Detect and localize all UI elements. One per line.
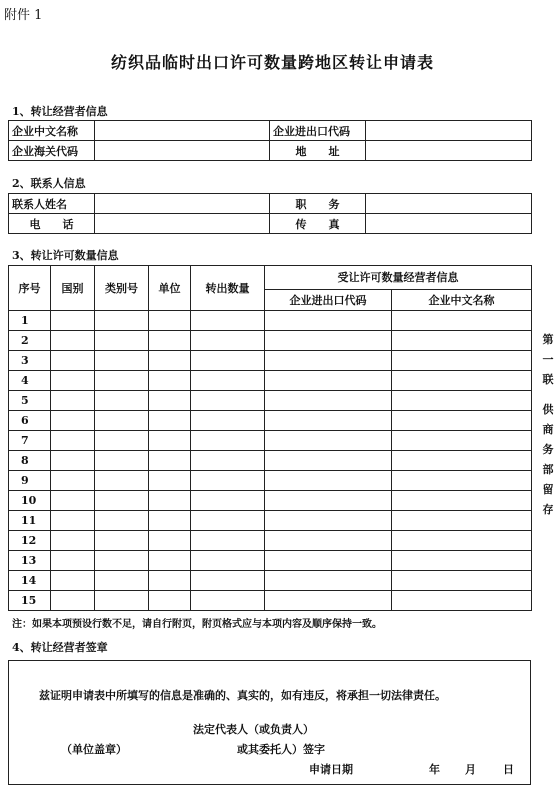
row-seq-number: 2	[9, 331, 51, 351]
year-label: 年	[429, 763, 440, 776]
cell-receiver-io-code[interactable]	[265, 531, 392, 551]
attachment-label: 附件 1	[4, 8, 43, 23]
cell-quantity[interactable]	[191, 331, 265, 351]
table-row	[9, 411, 532, 431]
cell-receiver-io-code[interactable]	[265, 371, 392, 391]
cell-unit[interactable]	[149, 411, 191, 431]
cell-country[interactable]	[51, 591, 95, 611]
cell-category[interactable]	[95, 411, 149, 431]
row-seq-number: 15	[9, 591, 51, 611]
table-row	[9, 551, 532, 571]
cell-receiver-io-code[interactable]	[265, 351, 392, 371]
col-receiver-group-header: 受让许可数量经营者信息	[265, 266, 532, 290]
contact-name-label: 联系人姓名	[9, 194, 95, 214]
table-row	[9, 371, 532, 391]
io-code-field[interactable]	[366, 121, 532, 141]
cell-unit[interactable]	[149, 391, 191, 411]
cell-unit[interactable]	[149, 431, 191, 451]
cell-receiver-cn-name[interactable]	[392, 491, 532, 511]
col-country-header: 国别	[51, 266, 95, 311]
cell-unit[interactable]	[149, 331, 191, 351]
position-field[interactable]	[366, 194, 532, 214]
row-seq-number: 10	[9, 491, 51, 511]
cell-receiver-cn-name[interactable]	[392, 551, 532, 571]
col-category-header: 类别号	[95, 266, 149, 311]
col-receiver-cn-name-header: 企业中文名称	[392, 289, 532, 310]
cell-category[interactable]	[95, 391, 149, 411]
cell-quantity[interactable]	[191, 551, 265, 571]
cell-category[interactable]	[95, 351, 149, 371]
cell-quantity[interactable]	[191, 431, 265, 451]
cell-receiver-cn-name[interactable]	[392, 531, 532, 551]
table-row	[9, 471, 532, 491]
table-row	[9, 431, 532, 451]
cell-country[interactable]	[51, 551, 95, 571]
cell-receiver-cn-name[interactable]	[392, 331, 532, 351]
cell-quantity[interactable]	[191, 371, 265, 391]
col-seq-header: 序号	[9, 266, 51, 311]
table-row	[9, 331, 532, 351]
cell-receiver-cn-name[interactable]	[392, 511, 532, 531]
cell-receiver-cn-name[interactable]	[392, 391, 532, 411]
cell-category[interactable]	[95, 531, 149, 551]
table-row	[9, 491, 532, 511]
cell-receiver-cn-name[interactable]	[392, 451, 532, 471]
cell-receiver-io-code[interactable]	[265, 311, 392, 331]
cell-quantity[interactable]	[191, 591, 265, 611]
cell-receiver-cn-name[interactable]	[392, 371, 532, 391]
cell-quantity[interactable]	[191, 351, 265, 371]
fax-label: 传 真	[270, 214, 366, 234]
cn-name-label: 企业中文名称	[9, 121, 95, 141]
cn-name-field[interactable]	[95, 121, 270, 141]
col-unit-header: 单位	[149, 266, 191, 311]
signature-box	[8, 660, 531, 785]
cell-country[interactable]	[51, 391, 95, 411]
row-seq-number: 14	[9, 571, 51, 591]
cell-receiver-io-code[interactable]	[265, 411, 392, 431]
row-seq-number: 6	[9, 411, 51, 431]
cell-unit[interactable]	[149, 371, 191, 391]
operator-info-table	[8, 120, 532, 161]
legal-rep-label: 法定代表人（或负责人）	[193, 723, 314, 736]
cell-receiver-io-code[interactable]	[265, 431, 392, 451]
declaration-text: 兹证明申请表中所填写的信息是准确的、真实的，如有违反，将承担一切法律责任。	[39, 689, 446, 702]
row-seq-number: 11	[9, 511, 51, 531]
cell-quantity[interactable]	[191, 471, 265, 491]
row-seq-number: 9	[9, 471, 51, 491]
cell-quantity[interactable]	[191, 311, 265, 331]
cell-unit[interactable]	[149, 451, 191, 471]
row-seq-number: 3	[9, 351, 51, 371]
unit-seal-label: （单位盖章）	[61, 743, 127, 756]
quota-transfer-table	[8, 265, 532, 611]
cell-receiver-cn-name[interactable]	[392, 411, 532, 431]
cell-receiver-io-code[interactable]	[265, 511, 392, 531]
section4-heading: 4、转让经营者签章	[12, 641, 108, 654]
side-copy-label: 第 一 联	[542, 333, 554, 386]
cell-quantity[interactable]	[191, 571, 265, 591]
cell-category[interactable]	[95, 591, 149, 611]
cell-country[interactable]	[51, 351, 95, 371]
cell-category[interactable]	[95, 311, 149, 331]
cell-receiver-io-code[interactable]	[265, 391, 392, 411]
agent-signature-label: 或其委托人）签字	[237, 743, 325, 756]
address-label: 地 址	[270, 141, 366, 161]
contact-name-field[interactable]	[95, 194, 270, 214]
cell-country[interactable]	[51, 471, 95, 491]
cell-unit[interactable]	[149, 511, 191, 531]
cell-category[interactable]	[95, 511, 149, 531]
cell-receiver-io-code[interactable]	[265, 451, 392, 471]
cell-unit[interactable]	[149, 311, 191, 331]
contact-info-table	[8, 193, 532, 234]
io-code-label: 企业进出口代码	[270, 121, 366, 141]
cell-receiver-io-code[interactable]	[265, 591, 392, 611]
cell-receiver-io-code[interactable]	[265, 551, 392, 571]
table-row	[9, 571, 532, 591]
row-seq-number: 8	[9, 451, 51, 471]
day-label: 日	[503, 763, 514, 776]
table-row	[9, 391, 532, 411]
row-seq-number: 7	[9, 431, 51, 451]
position-label: 职 务	[270, 194, 366, 214]
cell-receiver-io-code[interactable]	[265, 471, 392, 491]
table-row	[9, 591, 532, 611]
cell-country[interactable]	[51, 311, 95, 331]
row-seq-number: 5	[9, 391, 51, 411]
cell-quantity[interactable]	[191, 531, 265, 551]
section2-heading: 2、联系人信息	[12, 177, 86, 190]
cell-country[interactable]	[51, 531, 95, 551]
cell-country[interactable]	[51, 491, 95, 511]
cell-quantity[interactable]	[191, 391, 265, 411]
cell-category[interactable]	[95, 371, 149, 391]
table-row	[9, 311, 532, 331]
section1-heading: 1、转让经营者信息	[12, 105, 108, 118]
cell-country[interactable]	[51, 331, 95, 351]
cell-category[interactable]	[95, 491, 149, 511]
cell-country[interactable]	[51, 571, 95, 591]
cell-receiver-cn-name[interactable]	[392, 571, 532, 591]
cell-country[interactable]	[51, 511, 95, 531]
cell-category[interactable]	[95, 551, 149, 571]
cell-unit[interactable]	[149, 571, 191, 591]
cell-country[interactable]	[51, 451, 95, 471]
cell-receiver-cn-name[interactable]	[392, 471, 532, 491]
address-field[interactable]	[366, 141, 532, 161]
cell-category[interactable]	[95, 571, 149, 591]
table-row	[9, 511, 532, 531]
customs-code-field[interactable]	[95, 141, 270, 161]
cell-category[interactable]	[95, 471, 149, 491]
fax-field[interactable]	[366, 214, 532, 234]
cell-quantity[interactable]	[191, 451, 265, 471]
month-label: 月	[465, 763, 476, 776]
phone-field[interactable]	[95, 214, 270, 234]
cell-receiver-cn-name[interactable]	[392, 351, 532, 371]
customs-code-label: 企业海关代码	[9, 141, 95, 161]
cell-country[interactable]	[51, 411, 95, 431]
row-seq-number: 13	[9, 551, 51, 571]
row-seq-number: 4	[9, 371, 51, 391]
section3-heading: 3、转让许可数量信息	[12, 249, 119, 262]
cell-receiver-cn-name[interactable]	[392, 591, 532, 611]
row-seq-number: 12	[9, 531, 51, 551]
form-title: 纺织品临时出口许可数量跨地区转让申请表	[110, 53, 434, 72]
cell-receiver-io-code[interactable]	[265, 331, 392, 351]
cell-receiver-cn-name[interactable]	[392, 311, 532, 331]
cell-unit[interactable]	[149, 471, 191, 491]
cell-unit[interactable]	[149, 491, 191, 511]
cell-category[interactable]	[95, 431, 149, 451]
cell-receiver-io-code[interactable]	[265, 491, 392, 511]
cell-unit[interactable]	[149, 591, 191, 611]
cell-unit[interactable]	[149, 531, 191, 551]
side-keeper-label: 供 商 务 部 留 存	[542, 403, 554, 516]
apply-date-label: 申请日期	[309, 763, 353, 776]
cell-unit[interactable]	[149, 551, 191, 571]
cell-receiver-io-code[interactable]	[265, 571, 392, 591]
col-quantity-header: 转出数量	[191, 266, 265, 311]
cell-country[interactable]	[51, 431, 95, 451]
cell-quantity[interactable]	[191, 411, 265, 431]
cell-category[interactable]	[95, 331, 149, 351]
table-row	[9, 451, 532, 471]
cell-country[interactable]	[51, 371, 95, 391]
cell-quantity[interactable]	[191, 491, 265, 511]
cell-quantity[interactable]	[191, 511, 265, 531]
phone-label: 电 话	[9, 214, 95, 234]
table-row	[9, 531, 532, 551]
cell-category[interactable]	[95, 451, 149, 471]
col-receiver-io-code-header: 企业进出口代码	[265, 289, 392, 310]
cell-receiver-cn-name[interactable]	[392, 431, 532, 451]
table-row	[9, 351, 532, 371]
table-note: 注：如果本项预设行数不足，请自行附页，附页格式应与本项内容及顺序保持一致。	[12, 619, 382, 630]
cell-unit[interactable]	[149, 351, 191, 371]
row-seq-number: 1	[9, 311, 51, 331]
